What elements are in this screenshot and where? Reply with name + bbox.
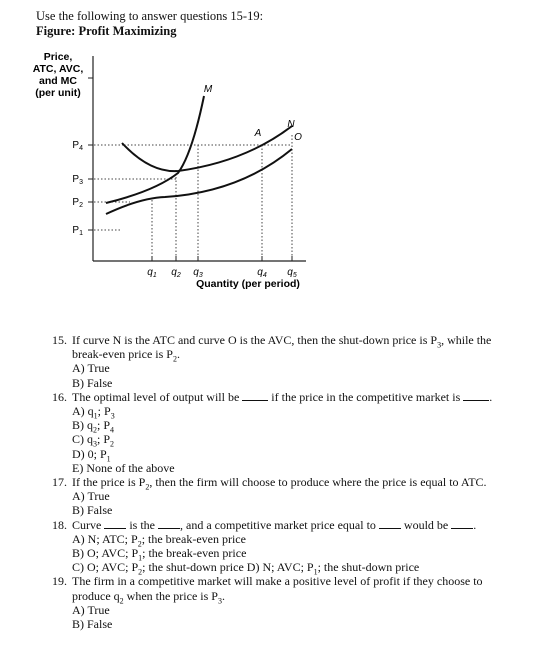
question-list bbox=[52, 333, 522, 631]
question-16: 16. The optimal level of output will be if the price in the competitive market is . A) $q_1$; $P_3$ B) $q_2$; $P_4$ C) $q_3$; $P_2$ D) 0; $P_1$ E) None of the above bbox=[52, 390, 522, 475]
curve-o bbox=[106, 149, 292, 214]
label-a: A bbox=[254, 128, 262, 139]
option-19a[interactable]: A) True bbox=[72, 602, 110, 617]
answer-blank bbox=[104, 518, 126, 529]
label-o: O bbox=[294, 132, 302, 143]
figure-title: Figure: Profit Maximizing bbox=[36, 24, 177, 38]
y-tick-p3: $P_3$ bbox=[72, 174, 83, 186]
x-tick-q5: $q_5$ bbox=[287, 267, 297, 279]
x-tick-q1: $q_1$ bbox=[147, 267, 157, 279]
intro-instruction: Use the following to answer questions 15-19: bbox=[36, 9, 264, 23]
option-19b[interactable]: B) False bbox=[72, 617, 113, 632]
option-15b[interactable]: B) False bbox=[72, 375, 113, 390]
ylabel-line-3: and MC bbox=[39, 75, 77, 87]
ylabel-line-1: Price, bbox=[43, 51, 73, 63]
option-18c[interactable]: C) O; AVC; $P_2$; the shut-down price D) N; AVC; $P_1$; the shut-down price bbox=[72, 560, 420, 577]
y-tick-p1: $P_1$ bbox=[72, 225, 83, 237]
option-17a[interactable]: A) True bbox=[72, 489, 110, 504]
ylabel-line-4: (per unit) bbox=[35, 87, 81, 99]
option-16d[interactable]: D) 0; $P_1$ bbox=[72, 446, 111, 464]
answer-blank bbox=[451, 518, 473, 529]
ylabel-line-2: ATC, AVC, bbox=[32, 63, 84, 75]
option-18a[interactable]: A) N; ATC; $P_2$; the break-even price bbox=[72, 531, 246, 549]
answer-blank bbox=[158, 518, 180, 529]
x-axis-label: Quantity (per period) bbox=[196, 278, 300, 290]
y-tick-p4: $P_4$ bbox=[72, 140, 83, 152]
label-m: M bbox=[203, 84, 213, 95]
question-19: 19. The firm in a competitive market will make a positive level of profit if they choose to produce $q_2$ when the price is $P_3$. A) True B) False bbox=[52, 574, 522, 631]
y-tick-p2: $P_2$ bbox=[72, 197, 83, 209]
profit-figure bbox=[0, 40, 560, 300]
x-tick-q2: $q_2$ bbox=[171, 267, 181, 279]
option-16b[interactable]: B) $q_2$; $P_4$ bbox=[72, 418, 115, 435]
option-16e[interactable]: E) None of the above bbox=[72, 460, 175, 475]
curve-m bbox=[106, 96, 204, 203]
option-16c[interactable]: C) $q_3$; $P_2$ bbox=[72, 432, 115, 449]
option-15a[interactable]: A) True bbox=[72, 361, 110, 376]
question-17: 17. If the price is $P_2$, then the firm will choose to produce where the price is equal to ATC. A) True B) False bbox=[52, 475, 522, 518]
label-n: N bbox=[287, 119, 295, 130]
intro bbox=[36, 9, 263, 39]
option-17b[interactable]: B) False bbox=[72, 503, 113, 518]
curve-n bbox=[122, 126, 292, 171]
figure-svg bbox=[0, 40, 560, 300]
answer-blank bbox=[379, 518, 401, 529]
answer-blank bbox=[463, 390, 489, 401]
option-18b[interactable]: B) O; AVC; $P_1$; the break-even price bbox=[72, 546, 247, 563]
x-tick-q4: $q_4$ bbox=[257, 267, 267, 279]
question-18: 18. Curve is the , and a competitive market price equal to would be . A) N; ATC; $P_2$; the break-even price B) O; AVC; $P_1$; the break-even price C) O; AVC; $P_2$; the shut-down price D) N; AVC; $P_1$; the shut-down price bbox=[52, 518, 522, 575]
option-16a[interactable]: A) $q_1$; $P_3$ bbox=[72, 404, 115, 421]
answer-blank bbox=[242, 390, 268, 401]
x-tick-q3: $q_3$ bbox=[193, 267, 203, 279]
question-15: 15. If curve N is the ATC and curve O is the AVC, then the shut-down price is $P_3$, while the break-even price is $P_2$. A) True B) False bbox=[52, 333, 522, 390]
